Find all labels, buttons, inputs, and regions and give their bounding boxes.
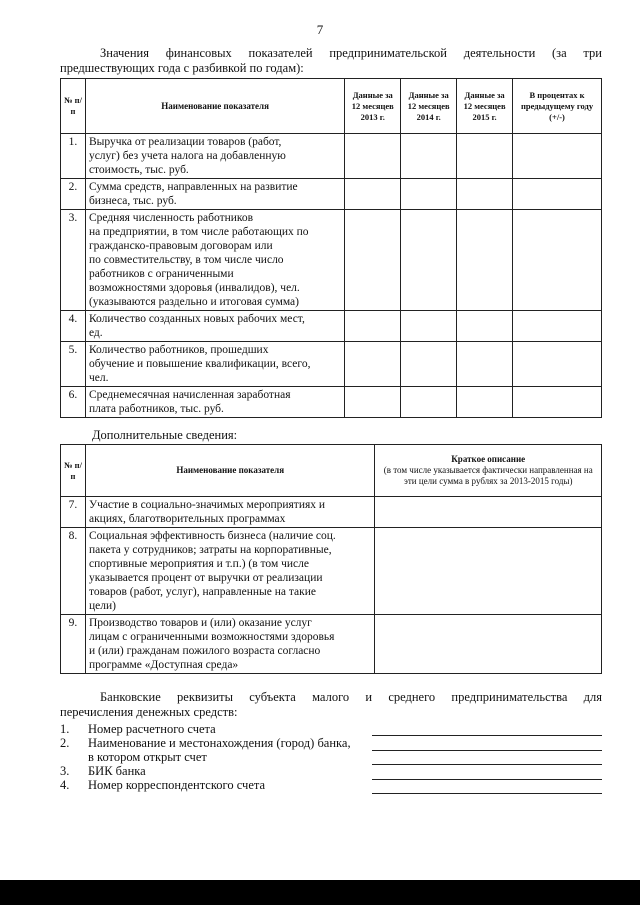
value-cell-2014[interactable] [401, 179, 457, 210]
indicator-name [85, 210, 344, 311]
indicator-name-line: Социальная эффективность бизнеса (наличие соц. [88, 530, 336, 542]
col-2015-header: Данные за 12 месяцев 2015 г. [457, 79, 513, 134]
value-cell-2015[interactable] [457, 387, 513, 418]
bank-item [60, 750, 351, 764]
value-cell-2014[interactable] [401, 342, 457, 387]
row-number: 8. [61, 528, 86, 615]
indicator-name-line: Количество созданных новых рабочих мест, [88, 313, 305, 325]
value-cell-2013[interactable] [345, 342, 401, 387]
indicator-name-line: работников с ограниченными [88, 268, 234, 280]
intro-paragraph [60, 46, 602, 76]
value-cell-2014[interactable] [401, 210, 457, 311]
bank-item [60, 778, 351, 792]
additional-info-table [60, 444, 602, 674]
value-cell-pct[interactable] [513, 342, 602, 387]
indicator-name-line: цели) [88, 600, 116, 612]
value-cell-pct[interactable] [513, 387, 602, 418]
indicator-name-line: (указываются раздельно и итоговая сумма) [88, 296, 299, 308]
bank-item [60, 764, 351, 778]
row-number: 6. [61, 387, 86, 418]
table-row [61, 497, 602, 528]
indicator-name [85, 615, 374, 674]
table-row [61, 387, 602, 418]
indicator-name [85, 179, 344, 210]
indicator-name-line: Среднемесячная начисленная заработная [88, 389, 291, 401]
row-number: 1. [61, 134, 86, 179]
scan-border [0, 880, 640, 905]
bank-item [60, 736, 351, 750]
bank-item-number [60, 750, 88, 764]
financial-indicators-table [60, 78, 602, 418]
value-cell-2013[interactable] [345, 134, 401, 179]
indicator-name-line: по совместительству, в том числе число [88, 254, 284, 266]
bank-item-label: Номер корреспондентского счета [88, 778, 266, 792]
indicator-name-line: акциях, благотворительных программах [88, 513, 286, 525]
indicator-name [85, 387, 344, 418]
table2-header-row [61, 445, 602, 497]
indicator-name-line: Производство товаров и (или) оказание услуг [88, 617, 312, 629]
indicator-name-line: программе «Доступная среда» [88, 659, 239, 671]
bank-item-label: Наименование и местонахождения (город) банка, [88, 736, 351, 750]
table-row [61, 528, 602, 615]
indicator-name [85, 134, 344, 179]
value-cell-2015[interactable] [457, 210, 513, 311]
bank-name-field[interactable] [372, 750, 602, 751]
indicator-name-line: бизнеса, тыс. руб. [88, 195, 177, 207]
table-row [61, 311, 602, 342]
value-cell-2015[interactable] [457, 179, 513, 210]
indicator-name-line: Сумма средств, направленных на развитие [88, 181, 298, 193]
value-cell-2015[interactable] [457, 311, 513, 342]
table-row [61, 134, 602, 179]
indicator-name-line: возможностями здоровья (инвалидов), чел. [88, 282, 300, 294]
indicator-name-line: лицам с ограниченными возможностями здоровья [88, 631, 335, 643]
row-number: 3. [61, 210, 86, 311]
indicator-name [85, 497, 374, 528]
bank-item-number: 2. [60, 736, 70, 750]
value-cell-2015[interactable] [457, 134, 513, 179]
value-cell-2014[interactable] [401, 134, 457, 179]
indicator-name-line: услуг) без учета налога на добавленную [88, 150, 286, 162]
table-row [61, 342, 602, 387]
bank-location-field[interactable] [372, 764, 602, 765]
bank-item [60, 722, 351, 736]
row-number: 2. [61, 179, 86, 210]
description-cell[interactable] [375, 528, 602, 615]
indicator-name-line: гражданско-правовым договорам или [88, 240, 273, 252]
col-name-header: Наименование показателя [85, 79, 344, 134]
indicator-name-line: обучение и повышение квалификации, всего, [88, 358, 311, 370]
indicator-name [85, 342, 344, 387]
indicator-name-line: на предприятии, в том числе работающих по [88, 226, 309, 238]
bik-field[interactable] [372, 779, 602, 780]
value-cell-2013[interactable] [345, 210, 401, 311]
value-cell-pct[interactable] [513, 134, 602, 179]
col-2013-header: Данные за 12 месяцев 2013 г. [345, 79, 401, 134]
bank-item-label: БИК банка [88, 764, 146, 778]
indicator-name-line: пакета у сотрудников; затраты на корпоративные, [88, 544, 332, 556]
indicator-name-line: Количество работников, прошедших [88, 344, 269, 356]
t2-col-desc-header [375, 445, 602, 497]
page-number: 7 [316, 22, 324, 37]
value-cell-pct[interactable] [513, 179, 602, 210]
value-cell-pct[interactable] [513, 210, 602, 311]
col-num-header: № п/п [61, 79, 86, 134]
description-cell[interactable] [375, 615, 602, 674]
account-number-field[interactable] [372, 735, 602, 736]
value-cell-2014[interactable] [401, 387, 457, 418]
desc-note: (в том числе указывается фактически направленная на эти цели сумма в рублях за 2013-2015 годы) [383, 465, 593, 486]
indicator-name-line: Выручка от реализации товаров (работ, [88, 136, 282, 148]
indicator-name-line: стоимость, тыс. руб. [88, 164, 189, 176]
row-number: 5. [61, 342, 86, 387]
indicator-name-line: плата работников, тыс. руб. [88, 403, 224, 415]
bank-item-number: 1. [60, 722, 70, 736]
indicator-name-line: товаров (работ, услуг), направленные на такие [88, 586, 316, 598]
t2-col-num-header: № п/п [61, 445, 86, 497]
table-row [61, 210, 602, 311]
bank-item-label: в котором открыт счет [88, 750, 207, 764]
value-cell-2013[interactable] [345, 179, 401, 210]
indicator-name-line: Средняя численность работников [88, 212, 254, 224]
table-row [61, 179, 602, 210]
bank-item-label: Номер расчетного счета [88, 722, 216, 736]
corr-account-field[interactable] [372, 793, 602, 794]
value-cell-2013[interactable] [345, 387, 401, 418]
value-cell-pct[interactable] [513, 311, 602, 342]
bank-line-1: Банковские реквизиты субъекта малого и среднего предпринимательства для [100, 690, 602, 704]
indicator-name-line: и (или) гражданам пожилого возраста согласно [88, 645, 321, 657]
additional-info-title: Дополнительные сведения: [92, 428, 238, 442]
indicator-name-line: ед. [88, 327, 103, 339]
bank-item-number: 4. [60, 778, 70, 792]
bank-paragraph [60, 690, 602, 720]
row-number: 9. [61, 615, 86, 674]
indicator-name-line: чел. [88, 372, 109, 384]
table-row [61, 615, 602, 674]
col-2014-header: Данные за 12 месяцев 2014 г. [401, 79, 457, 134]
col-pct-header: В процентах к предыдущему году (+/-) [513, 79, 602, 134]
bank-line-2: перечисления денежных средств: [60, 705, 238, 719]
bank-item-number: 3. [60, 764, 70, 778]
bank-details-list [60, 722, 351, 792]
description-cell[interactable] [375, 497, 602, 528]
intro-line-1: Значения финансовых показателей предпринимательской деятельности (за три [100, 46, 602, 60]
indicator-name-line: указывается процент от выручки от реализации [88, 572, 323, 584]
table1-header-row [61, 79, 602, 134]
desc-title: Краткое описание [451, 454, 526, 464]
indicator-name [85, 311, 344, 342]
intro-line-2: предшествующих года с разбивкой по годам): [60, 61, 304, 75]
t2-col-name-header: Наименование показателя [85, 445, 374, 497]
indicator-name-line: Участие в социально-значимых мероприятиях и [88, 499, 326, 511]
value-cell-2015[interactable] [457, 342, 513, 387]
row-number: 7. [61, 497, 86, 528]
indicator-name [85, 528, 374, 615]
value-cell-2013[interactable] [345, 311, 401, 342]
value-cell-2014[interactable] [401, 311, 457, 342]
row-number: 4. [61, 311, 86, 342]
indicator-name-line: спортивные мероприятия и т.п.) (в том числе [88, 558, 309, 570]
